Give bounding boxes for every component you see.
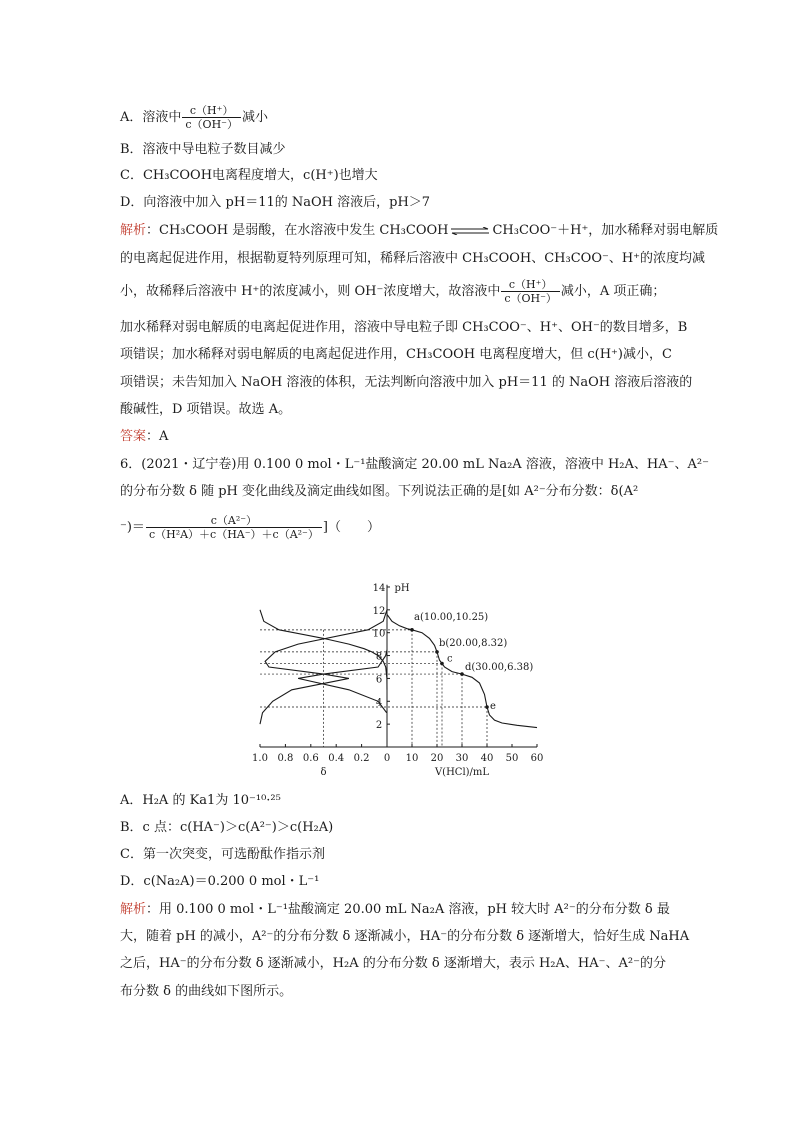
y-tick-label: 8: [375, 651, 383, 663]
data-point: [435, 650, 439, 654]
q5-explanation-line-3: [120, 278, 665, 305]
q6-stem-line-3: [120, 514, 380, 541]
q6-stem-fraction: [146, 514, 322, 541]
y-axis-label: pH: [394, 582, 410, 594]
q5-explanation-line-5: 项错误；加水稀释对弱电解质的电离起促进作用，CH₃COOH 电离程度增大，但 c(H⁺)减小，C: [120, 347, 672, 362]
q6-stem-line-2: 的分布分数 δ 随 pH 变化曲线及滴定曲线如图。下列说法正确的是[如 A²⁻分布分数：δ(A²: [120, 484, 639, 499]
q5-option-a: [120, 104, 268, 131]
q5-exp1-a: ：CH₃COOH 是弱酸，在水溶液中发生 CH₃COOH: [146, 223, 449, 238]
q5-option-a-fraction: [182, 104, 241, 131]
x-tick-label: 60: [530, 753, 544, 764]
q5-exp3-b: 减小，A 项正确；: [560, 284, 666, 299]
y-tick-label: 12: [372, 605, 386, 617]
fraction-denominator: c（H²A）＋c（HA⁻）＋c（A²⁻）: [148, 528, 319, 541]
distribution-curve: [260, 610, 387, 690]
data-point: [460, 672, 464, 676]
explanation-label: 解析: [120, 223, 147, 238]
data-point: [410, 628, 414, 632]
q5-explanation-line-1: [120, 222, 718, 240]
y-tick-label: 4: [375, 697, 383, 709]
x-tick-label: 10: [405, 753, 419, 764]
q6-option-c: C．第一次突变，可选酚酞作指示剂: [120, 847, 325, 862]
delta-tick-label: 0.8: [277, 753, 294, 764]
point-label: a(10.00,10.25): [414, 611, 489, 623]
q6-explanation-line-3: 之后，HA⁻的分布分数 δ 逐渐减小，H₂A 的分布分数 δ 逐渐增大，表示 H₂A、HA⁻、A²⁻的分: [120, 956, 666, 971]
q6-explanation-line-2: 大，随着 pH 的减小，A²⁻的分布分数 δ 逐渐减小，HA⁻的分布分数 δ 逐渐增大，恰好生成 NaHA: [120, 929, 690, 944]
fraction-numerator: c（A²⁻）: [146, 514, 322, 528]
q5-exp3-a: 小，故稀释后溶液中 H⁺的浓度减小，则 OH⁻浓度增大，故溶液中: [120, 284, 501, 299]
q6-explanation-line-1: [120, 901, 670, 919]
q5-explanation-line-2: 的电离起促进作用，根据勒夏特列原理可知，稀释后溶液中 CH₃COOH、CH₃COO⁻、H⁺的浓度均减: [120, 251, 706, 266]
fraction-numerator: c（H⁺）: [501, 278, 560, 292]
explanation-label: 解析: [120, 902, 147, 917]
distribution-curve: [265, 610, 387, 713]
q6-stem-line-1: 6．(2021・辽宁卷)用 0.100 0 mol・L⁻¹盐酸滴定 20.00 mL Na₂A 溶液，溶液中 H₂A、HA⁻、A²⁻: [120, 457, 709, 472]
point-label: c: [447, 653, 453, 665]
titration-chart: [240, 552, 560, 784]
delta-tick-label: 0.6: [302, 753, 319, 764]
answer-value: ：A: [146, 429, 169, 444]
delta-tick-label: 1.0: [252, 753, 268, 764]
q5-explanation-line-4: 加水稀释对弱电解质的电离起促进作用，溶液中导电粒子即 CH₃COO⁻、H⁺、OH⁻的数目增多，B: [120, 320, 688, 335]
q5-answer: [120, 428, 168, 446]
q5-explanation-line-7: 酸碱性，D 项错误。故选 A。: [120, 402, 292, 417]
q6-option-d: D．c(Na₂A)＝0.200 0 mol・L⁻¹: [120, 874, 320, 889]
point-label: d(30.00,6.38): [465, 662, 534, 674]
q5-exp1-b: CH₃COO⁻＋H⁺，加水稀释对弱电解质: [492, 223, 719, 238]
y-tick-label: 2: [375, 720, 383, 732]
q6-option-a: A．H₂A 的 Ka1为 10⁻¹⁰·²⁵: [120, 793, 281, 808]
answer-label: 答案: [120, 429, 147, 444]
equilibrium-arrow-icon: [450, 227, 490, 235]
q6-stem3-pre: ⁻)＝: [120, 520, 145, 535]
x-tick-label-zero: 0: [383, 753, 391, 764]
delta-axis-label: δ: [320, 767, 327, 778]
point-label: e: [490, 700, 496, 712]
fraction-denominator: c（OH⁻）: [185, 118, 238, 131]
delta-tick-label: 0.2: [353, 753, 370, 764]
q5-exp-fraction: [501, 278, 560, 305]
volume-axis-label: V(HCl)/mL: [434, 767, 490, 778]
q6-stem3-post: ]（ ）: [322, 520, 380, 535]
x-tick-label: 40: [480, 753, 494, 764]
data-point: [440, 662, 444, 666]
point-label: b(20.00,8.32): [439, 637, 508, 649]
q5-option-d: D．向溶液中加入 pH＝11的 NaOH 溶液后，pH＞7: [120, 195, 431, 210]
y-tick-label: 14: [372, 582, 386, 594]
q5-option-c: C．CH₃COOH电离程度增大，c(H⁺)也增大: [120, 168, 378, 183]
q5-option-a-post: 减小: [241, 110, 268, 125]
q6-exp1: ：用 0.100 0 mol・L⁻¹盐酸滴定 20.00 mL Na₂A 溶液，pH 较大时 A²⁻的分布分数 δ 最: [146, 902, 670, 917]
data-point: [485, 705, 489, 709]
x-tick-label: 50: [505, 753, 519, 764]
fraction-denominator: c（OH⁻）: [504, 292, 557, 305]
fraction-numerator: c（H⁺）: [182, 104, 241, 118]
y-tick-label: 6: [375, 674, 383, 686]
x-tick-label: 30: [455, 753, 469, 764]
q6-explanation-line-4: 布分数 δ 的曲线如下图所示。: [120, 984, 293, 999]
q5-option-a-pre: A．溶液中: [120, 110, 182, 125]
q5-explanation-line-6: 项错误；未告知加入 NaOH 溶液的体积，无法判断向溶液中加入 pH＝11 的 NaOH 溶液后溶液的: [120, 375, 693, 390]
x-tick-label: 20: [430, 753, 444, 764]
y-tick-label: 10: [372, 628, 386, 640]
q6-option-b: B．c 点：c(HA⁻)＞c(A²⁻)＞c(H₂A): [120, 820, 334, 835]
q5-option-b: B．溶液中导电粒子数目减少: [120, 142, 286, 157]
delta-tick-label: 0.4: [328, 753, 345, 764]
